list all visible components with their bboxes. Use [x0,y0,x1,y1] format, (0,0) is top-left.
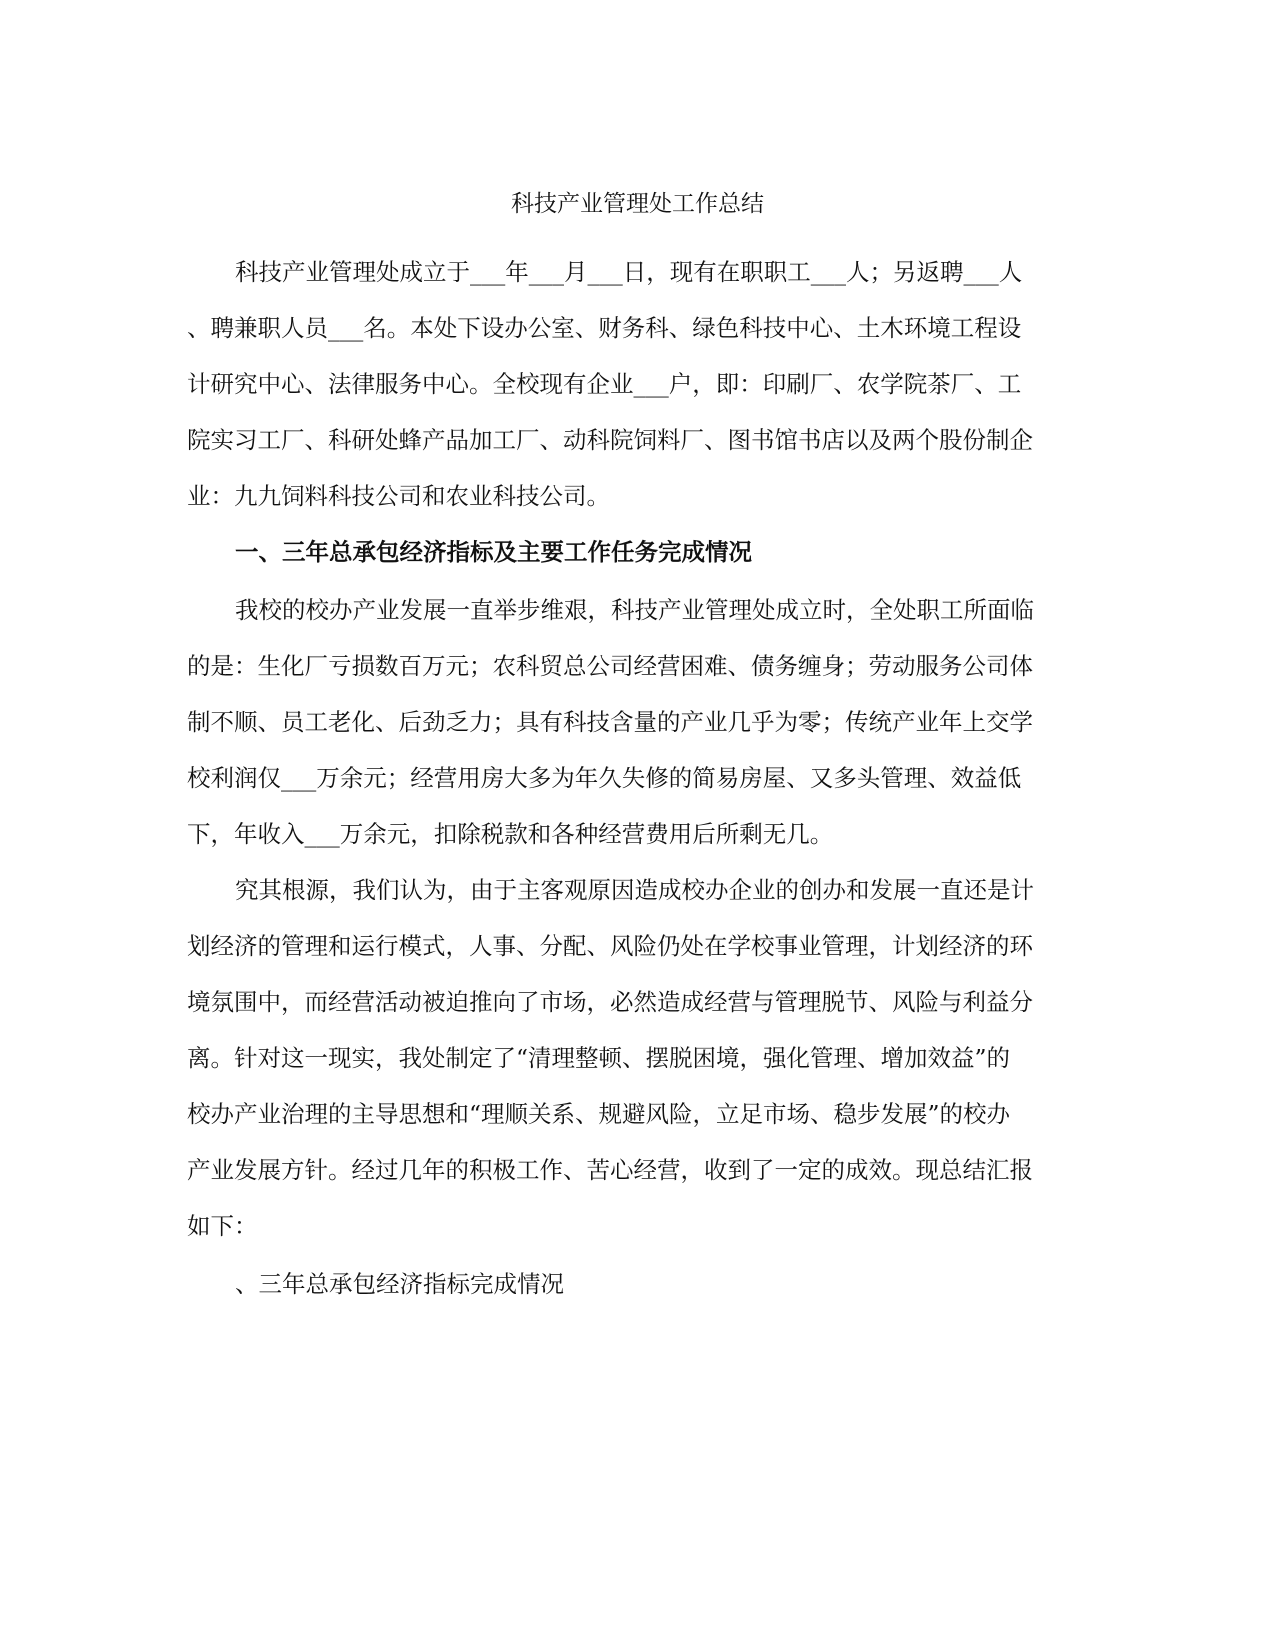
paragraph-line: 划经济的管理和运行模式，人事、分配、风险仍处在学校事业管理，计划经济的环 [187,932,1033,960]
paragraph-line: 究其根源，我们认为，由于主客观原因造成校办企业的创办和发展一直还是计 [235,876,1034,904]
paragraph-line: 的是：生化厂亏损数百万元；农科贸总公司经营困难、债务缠身；劳动服务公司体 [187,652,1033,680]
paragraph-line: 如下： [187,1212,258,1240]
document-title: 科技产业管理处工作总结 [511,191,764,217]
paragraph-line: 产业发展方针。经过几年的积极工作、苦心经营，收到了一定的成效。现总结汇报 [187,1156,1033,1184]
paragraph-line: 计研究中心、法律服务中心。全校现有企业___户，即：印刷厂、农学院茶厂、工 [187,370,1022,398]
paragraph-line: 境氛围中，而经营活动被迫推向了市场，必然造成经营与管理脱节、风险与利益分 [187,988,1033,1016]
paragraph-line: 下，年收入___万余元，扣除税款和各种经营费用后所剩无几。 [187,820,834,848]
paragraph-line: 、聘兼职人员___名。本处下设办公室、财务科、绿色科技中心、土木环境工程设 [187,314,1022,342]
paragraph-line: 科技产业管理处成立于___年___月___日，现有在职职工___人；另返聘___人 [235,258,1023,286]
paragraph-line: 校办产业治理的主导思想和“理顺关系、规避风险，立足市场、稳步发展”的校办 [187,1100,1011,1128]
paragraph-line: 校利润仅___万余元；经营用房大多为年久失修的简易房屋、又多头管理、效益低 [187,764,1022,792]
subsection-heading: 、三年总承包经济指标完成情况 [235,1270,564,1298]
section-heading: 一、三年总承包经济指标及主要工作任务完成情况 [235,538,752,566]
paragraph-line: 业：九九饲料科技公司和农业科技公司。 [187,482,610,510]
paragraph-line: 制不顺、员工老化、后劲乏力；具有科技含量的产业几乎为零；传统产业年上交学 [187,708,1033,736]
paragraph-line: 离。针对这一现实，我处制定了“清理整顿、摆脱困境，强化管理、增加效益”的 [187,1044,1011,1072]
paragraph-line: 院实习工厂、科研处蜂产品加工厂、动科院饲料厂、图书馆书店以及两个股份制企 [187,426,1033,454]
paragraph-line: 我校的校办产业发展一直举步维艰，科技产业管理处成立时，全处职工所面临 [235,596,1034,624]
